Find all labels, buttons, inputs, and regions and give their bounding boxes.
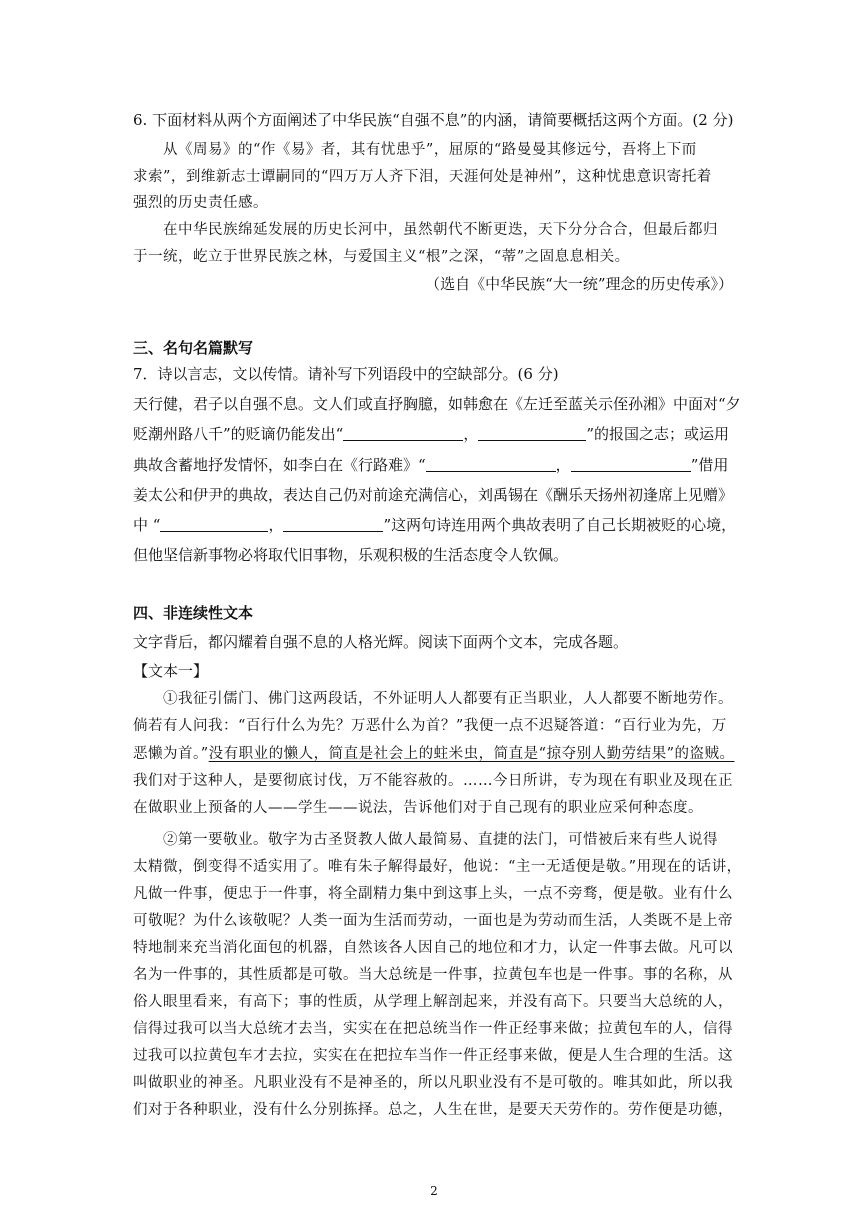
q7-text: 中 “ <box>133 516 161 534</box>
q7-text: 典故含蓄地抒发情怀，如李白在《行路难》“ <box>133 456 426 474</box>
q6-prompt: 6. 下面材料从两个方面阐述了中华民族“自强不息”的内涵，请简要概括这两个方面。(2 分) <box>133 111 734 129</box>
text1-para-line: 们对于各种职业，没有什么分别拣择。总之，人生在世，是要天天劳作的。劳作便是功德， <box>133 1102 733 1118</box>
text1-para-line: ①我征引儒门、佛门这两段话，不外证明人人都要有正当职业，人人都要不断地劳作。 <box>163 691 733 707</box>
fill-blank[interactable] <box>571 456 691 472</box>
section-heading-3: 三、名句名篇默写 <box>133 339 254 357</box>
q7-text-line: 天行健，君子以自强不息。文人们或直抒胸臆，如韩愈在《左迁至蓝关示侄孙湘》中面对“夕 <box>133 395 741 413</box>
q7-text: ， <box>463 425 479 443</box>
fill-blank[interactable] <box>283 516 383 532</box>
underlined-sentence: 没有职业的懒人，简直是社会上的蛀米虫，简直是“掠夺别人勤劳结果”的盗贼。 <box>208 746 735 762</box>
section4-intro: 文字背后，都闪耀着自强不息的人格光辉。阅读下面两个文本，完成各题。 <box>133 633 629 651</box>
q7-text-line: 姜太公和伊尹的典故，表达自己仍对前途充满信心，刘禹锡在《酬乐天扬州初逢席上见赠》 <box>133 486 734 504</box>
q7-text-line <box>133 424 743 444</box>
q7-text-line <box>133 455 743 475</box>
text1-para-line: 在做职业上预备的人——学生——说法，告诉他们对于自己现有的职业应采何种态度。 <box>133 800 703 816</box>
q7-text: ， <box>268 516 284 534</box>
fill-blank[interactable] <box>426 456 556 472</box>
q7-text: ”的报国之志；或运用 <box>586 425 730 443</box>
q7-text: ”这两句诗连用两个典故表明了自己长期被贬的心境， <box>383 516 737 534</box>
text1-text: 恶懒为首。” <box>133 746 209 762</box>
section-heading-4: 四、非连续性文本 <box>133 604 254 622</box>
text1-para-line: 过我可以拉黄包车才去拉，实实在在把拉车当作一件正经事来做，便是人生合理的生活。这 <box>133 1048 733 1064</box>
text1-label: 【文本一】 <box>133 662 209 680</box>
text1-para-line: 凡做一件事，便忠于一件事，将全副精力集中到这事上头，一点不旁骛，便是敬。业有什么 <box>133 886 733 902</box>
q7-text: ， <box>555 456 571 474</box>
q6-material-line: 强烈的历史责任感。 <box>133 195 268 211</box>
q7-prompt: 7．诗以言志，文以传情。请补写下列语段中的空缺部分。(6 分) <box>133 365 559 383</box>
q6-material-line: 在中华民族绵延发展的历史长河中，虽然朝代不断更迭，天下分分合合，但最后都归 <box>163 222 718 238</box>
q7-text: 贬潮州路八千”的贬谪仍能发出“ <box>133 425 344 443</box>
fill-blank[interactable] <box>478 425 586 441</box>
text1-para-line: 名为一件事的，其性质都是可敬。当大总统是一件事，拉黄包车也是一件事。事的名称，从 <box>133 967 733 983</box>
text1-para-line: 倘若有人问我：“百行什么为先？万恶什么为首？”我便一点不迟疑答道：“百行业为先，万 <box>133 718 727 734</box>
text1-para-line <box>133 744 743 764</box>
q6-material-line: 求索”，到维新志士谭嗣同的“四万万人齐下泪，天涯何处是神州”，这种忧患意识寄托着 <box>133 169 712 185</box>
page-number: 2 <box>430 1184 438 1198</box>
text1-para-line: ②第一要敬业。敬字为古圣贤教人做人最简易、直捷的法门，可惜被后来有些人说得 <box>163 832 718 848</box>
q6-material-line: 于一统，屹立于世界民族之林，与爱国主义“根”之深，“蒂”之固息息相关。 <box>133 249 630 265</box>
text1-para-line: 我们对于这种人，是要彻底讨伐，万不能容赦的。……今日所讲，专为现在有职业及现在正 <box>133 773 733 789</box>
text1-para-line: 可敬呢？为什么该敬呢？人类一面为生活而劳动，一面也是为劳动而生活，人类既不是上帝 <box>133 913 733 929</box>
q7-text-line: 但他坚信新事物必将取代旧事物，乐观积极的生活态度令人钦佩。 <box>133 546 569 564</box>
fill-blank[interactable] <box>343 425 463 441</box>
q6-material-line: 从《周易》的“作《易》者，其有忧患乎”，屈原的“路曼曼其修远兮，吾将上下而 <box>163 142 697 158</box>
q7-text-line <box>133 515 743 535</box>
fill-blank[interactable] <box>160 516 268 532</box>
text1-para-line: 俗人眼里看来，有高下；事的性质，从学理上解剖起来，并没有高下。只要当大总统的人， <box>133 994 733 1010</box>
text1-para-line: 太精微，倒变得不适实用了。唯有朱子解得最好，他说：“主一无适便是敬。”用现在的话讲， <box>133 859 742 875</box>
text1-para-line: 特地制来充当消化面包的机器，自然该各人因自己的地位和才力，认定一件事去做。凡可以 <box>133 940 733 956</box>
text1-para-line: 信得过我可以当大总统才去当，实实在在把总统当作一件正经事来做；拉黄包车的人，信得 <box>133 1021 733 1037</box>
q7-text: ”借用 <box>690 456 729 474</box>
text1-para-line: 叫做职业的神圣。凡职业没有不是神圣的，所以凡职业没有不是可敬的。唯其如此，所以我 <box>133 1075 733 1091</box>
q6-source: （选自《中华民族“大一统”理念的历史传承》） <box>425 275 733 293</box>
